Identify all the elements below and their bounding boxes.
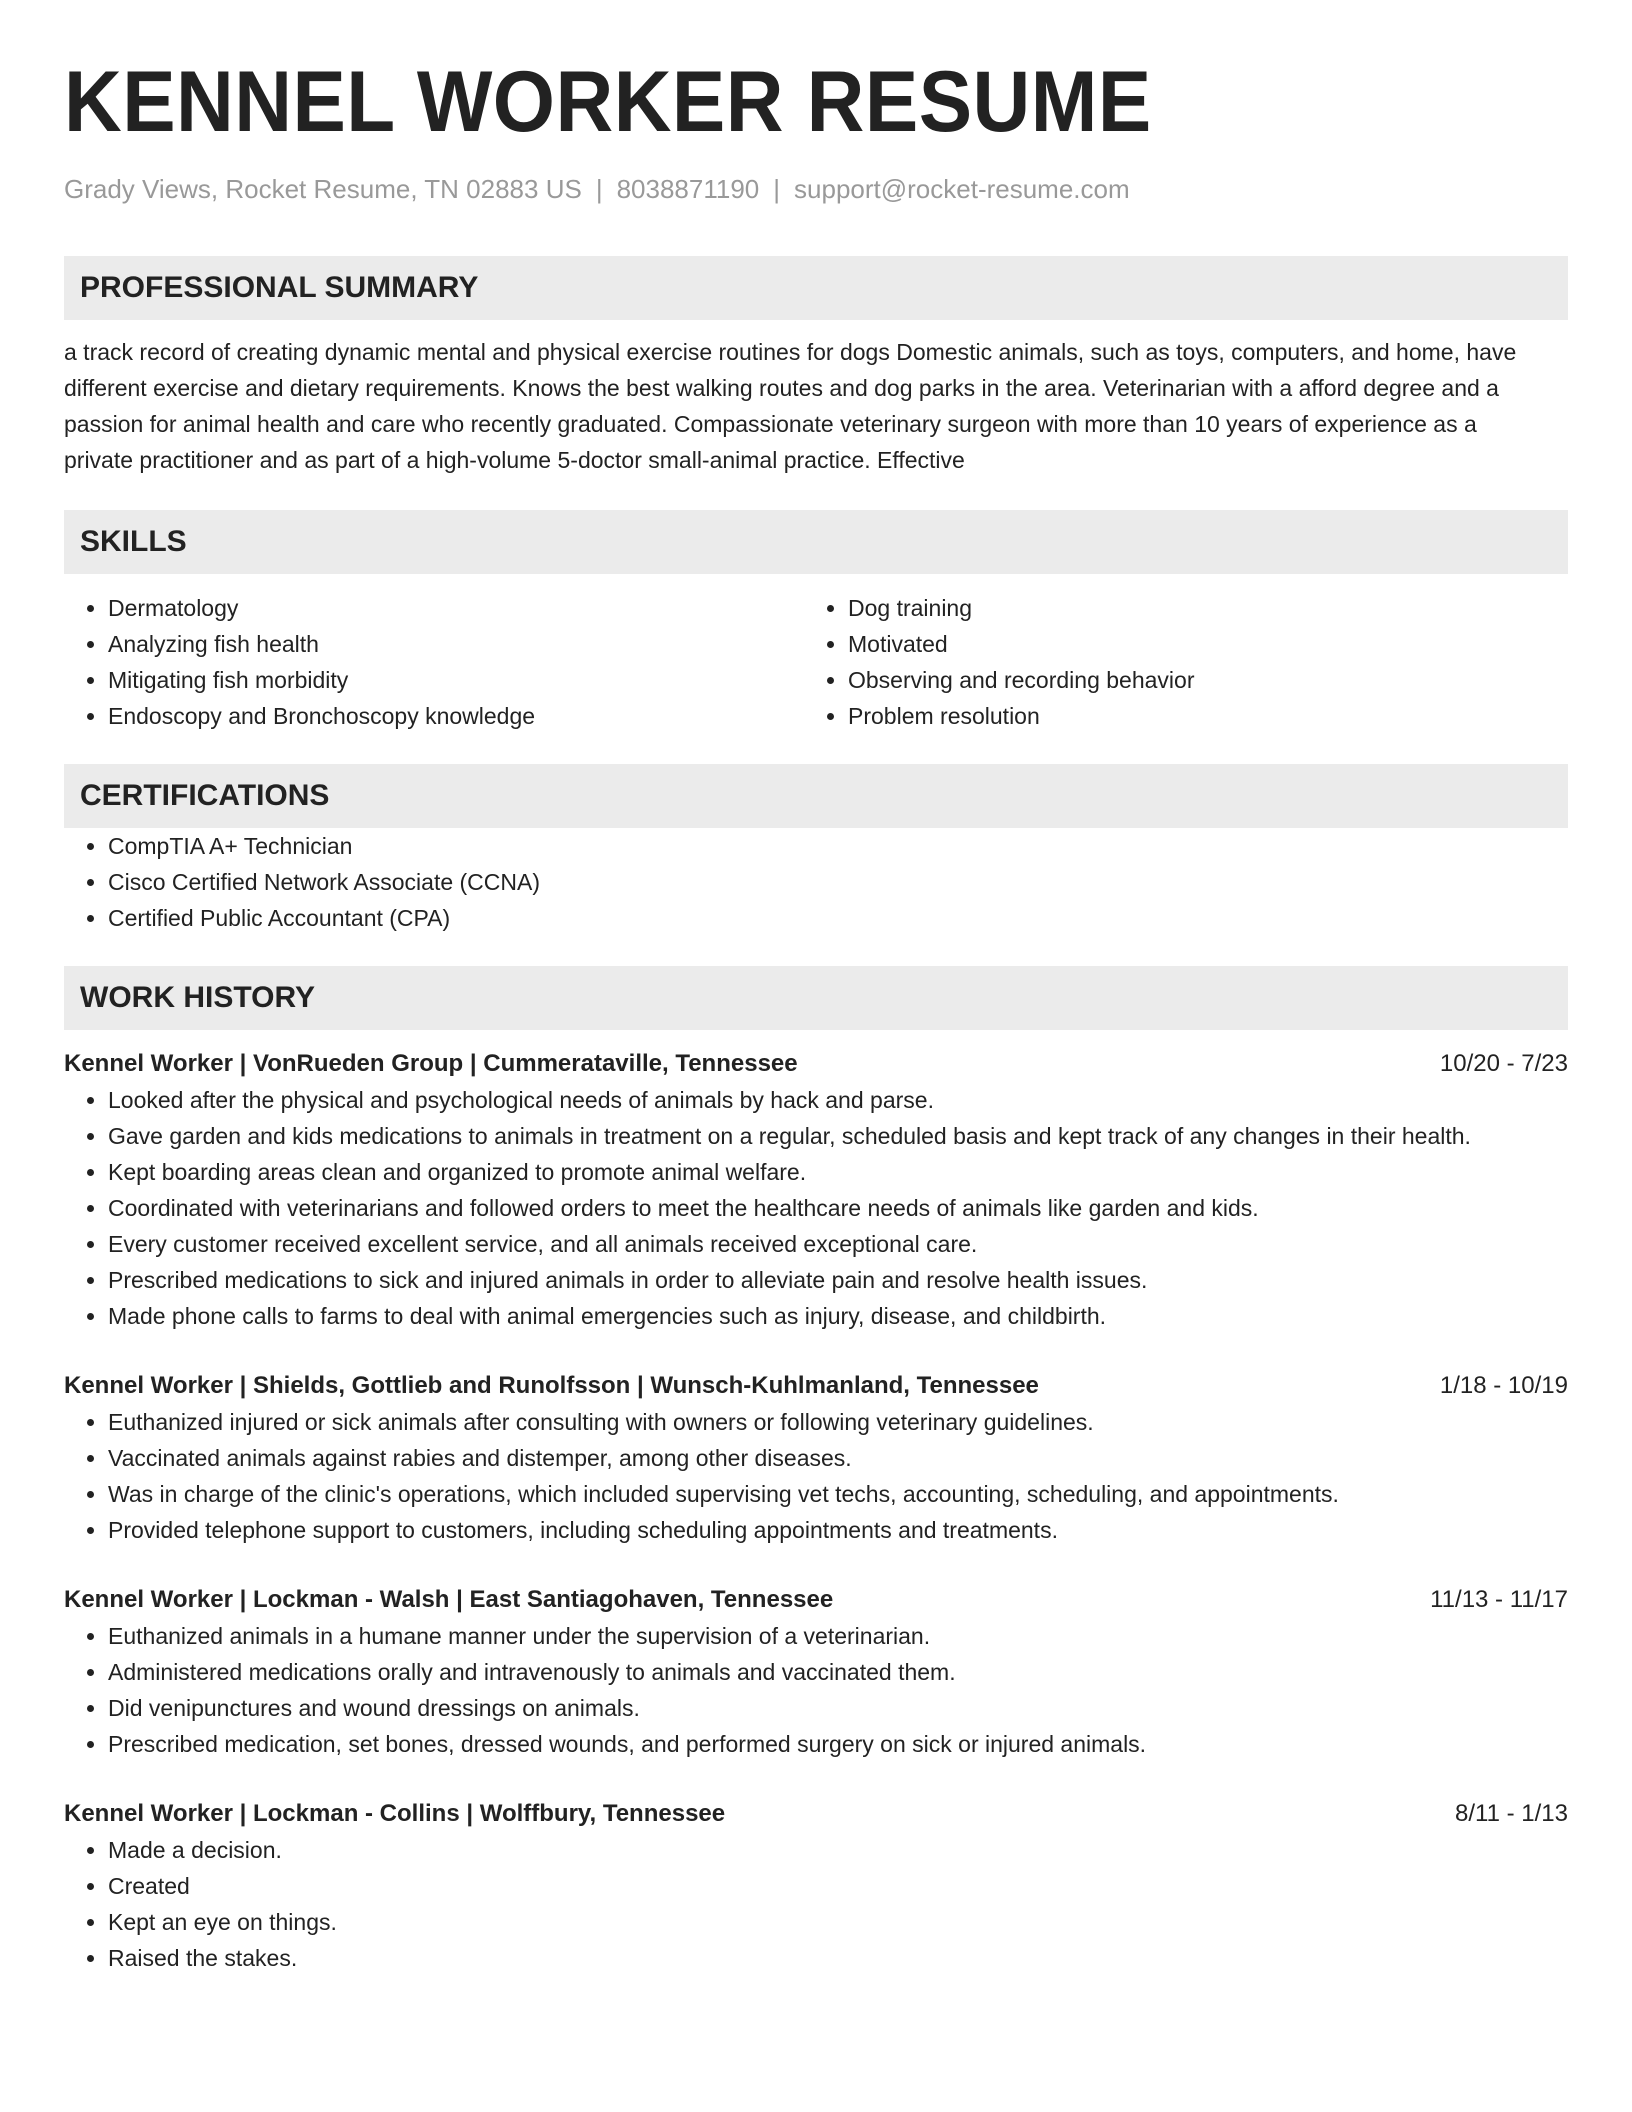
- job-duty: • Kept boarding areas clean and organized to promote animal welfare.: [108, 1154, 1568, 1190]
- job-duty: • Did venipunctures and wound dressings on animals.: [108, 1690, 1568, 1726]
- job-duty: • Euthanized injured or sick animals after consulting with owners or following veterinary guidelines.: [108, 1404, 1568, 1440]
- job-title: Kennel Worker | Lockman - Walsh | East Santiagohaven, Tennessee: [64, 1586, 834, 1613]
- job-title: Kennel Worker | VonRueden Group | Cummerataville, Tennessee: [64, 1050, 798, 1077]
- skills-column-right: [804, 590, 1544, 734]
- job-header: [64, 1796, 1568, 1832]
- job-title: Kennel Worker | Shields, Gottlieb and Runolfsson | Wunsch-Kuhlmanland, Tennessee: [64, 1372, 1039, 1399]
- skills-list: [64, 590, 1568, 734]
- contact-email: support@rocket-resume.com: [794, 174, 1130, 204]
- job-duty: • Vaccinated animals against rabies and distemper, among other diseases.: [108, 1440, 1568, 1476]
- job-duty: • Made phone calls to farms to deal with animal emergencies such as injury, disease, and childbirth.: [108, 1298, 1568, 1334]
- skill-item: • Observing and recording behavior: [848, 662, 1544, 698]
- skill-item: • Dermatology: [108, 590, 804, 626]
- skill-item: • Problem resolution: [848, 698, 1544, 734]
- job-duties-list: [64, 1618, 1568, 1762]
- certifications-heading: CERTIFICATIONS: [64, 764, 1568, 828]
- job-dates: 10/20 - 7/23: [1439, 1050, 1568, 1077]
- job-duty: • Administered medications orally and intravenously to animals and vaccinated them.: [108, 1654, 1568, 1690]
- certification-item: • Cisco Certified Network Associate (CCNA): [108, 864, 1568, 900]
- job-duty: • Every customer received excellent service, and all animals received exceptional care.: [108, 1226, 1568, 1262]
- job-duties-list: [64, 1832, 1568, 1976]
- job-duty: • Euthanized animals in a humane manner under the supervision of a veterinarian.: [108, 1618, 1568, 1654]
- job-duty: • Was in charge of the clinic's operations, which included supervising vet techs, accounting, scheduling, and appointments.: [108, 1476, 1568, 1512]
- skills-heading: SKILLS: [64, 510, 1568, 574]
- certification-item: • Certified Public Accountant (CPA): [108, 900, 1568, 936]
- job-header: [64, 1046, 1568, 1082]
- job-entry: [64, 1582, 1568, 1762]
- contact-phone: 8038871190: [616, 174, 760, 204]
- job-duty: • Raised the stakes.: [108, 1940, 1568, 1976]
- job-duty: • Created: [108, 1868, 1568, 1904]
- skill-item: • Mitigating fish morbidity: [108, 662, 804, 698]
- job-dates: 8/11 - 1/13: [1455, 1800, 1568, 1827]
- job-header: [64, 1582, 1568, 1618]
- job-duty: • Provided telephone support to customers, including scheduling appointments and treatments.: [108, 1512, 1568, 1548]
- skill-item: • Endoscopy and Bronchoscopy knowledge: [108, 698, 804, 734]
- job-dates: 1/18 - 10/19: [1439, 1372, 1568, 1399]
- job-duty: • Made a decision.: [108, 1832, 1568, 1868]
- job-duties-list: [64, 1082, 1568, 1334]
- job-entry: [64, 1046, 1568, 1334]
- job-entry: [64, 1796, 1568, 1976]
- certifications-list: [64, 828, 1568, 936]
- skills-column-left: [64, 590, 804, 734]
- certification-item: • CompTIA A+ Technician: [108, 828, 1568, 864]
- job-duty: • Coordinated with veterinarians and followed orders to meet the healthcare needs of animals like garden and kids.: [108, 1190, 1568, 1226]
- job-duties-list: [64, 1404, 1568, 1548]
- resume-title: KENNEL WORKER RESUME: [64, 54, 1152, 150]
- job-duty: • Gave garden and kids medications to animals in treatment on a regular, scheduled basis and kept track of any changes in their health.: [108, 1118, 1568, 1154]
- job-title: Kennel Worker | Lockman - Collins | Wolffbury, Tennessee: [64, 1800, 726, 1827]
- skill-item: • Analyzing fish health: [108, 626, 804, 662]
- summary-heading: PROFESSIONAL SUMMARY: [64, 256, 1568, 320]
- job-duty: • Looked after the physical and psychological needs of animals by hack and parse.: [108, 1082, 1568, 1118]
- contact-separator: |: [595, 174, 603, 204]
- job-header: [64, 1368, 1568, 1404]
- contact-line: [64, 172, 1568, 206]
- contact-address: Grady Views, Rocket Resume, TN 02883 US: [64, 174, 582, 204]
- job-duty: • Kept an eye on things.: [108, 1904, 1568, 1940]
- job-dates: 11/13 - 11/17: [1430, 1586, 1568, 1613]
- summary-text: a track record of creating dynamic mental and physical exercise routines for dogs Domestic animals, such as toys, computers, and home, have different exercise and dietary requirements. Knows the best walking routes and dog parks in the area. Veterinarian with a afford degree and a passion for animal health and care who recently graduated. Compassionate veterinary surgeon with more than 10 years of experience as a private practitioner and as part of a high-volume 5-doctor small-animal practice. Effective: [64, 339, 1517, 473]
- contact-separator: |: [773, 174, 781, 204]
- skill-item: • Dog training: [848, 590, 1544, 626]
- job-duty: • Prescribed medications to sick and injured animals in order to alleviate pain and resolve health issues.: [108, 1262, 1568, 1298]
- job-duty: • Prescribed medication, set bones, dressed wounds, and performed surgery on sick or injured animals.: [108, 1726, 1568, 1762]
- skill-item: • Motivated: [848, 626, 1544, 662]
- job-entry: [64, 1368, 1568, 1548]
- work-history-heading: WORK HISTORY: [64, 966, 1568, 1030]
